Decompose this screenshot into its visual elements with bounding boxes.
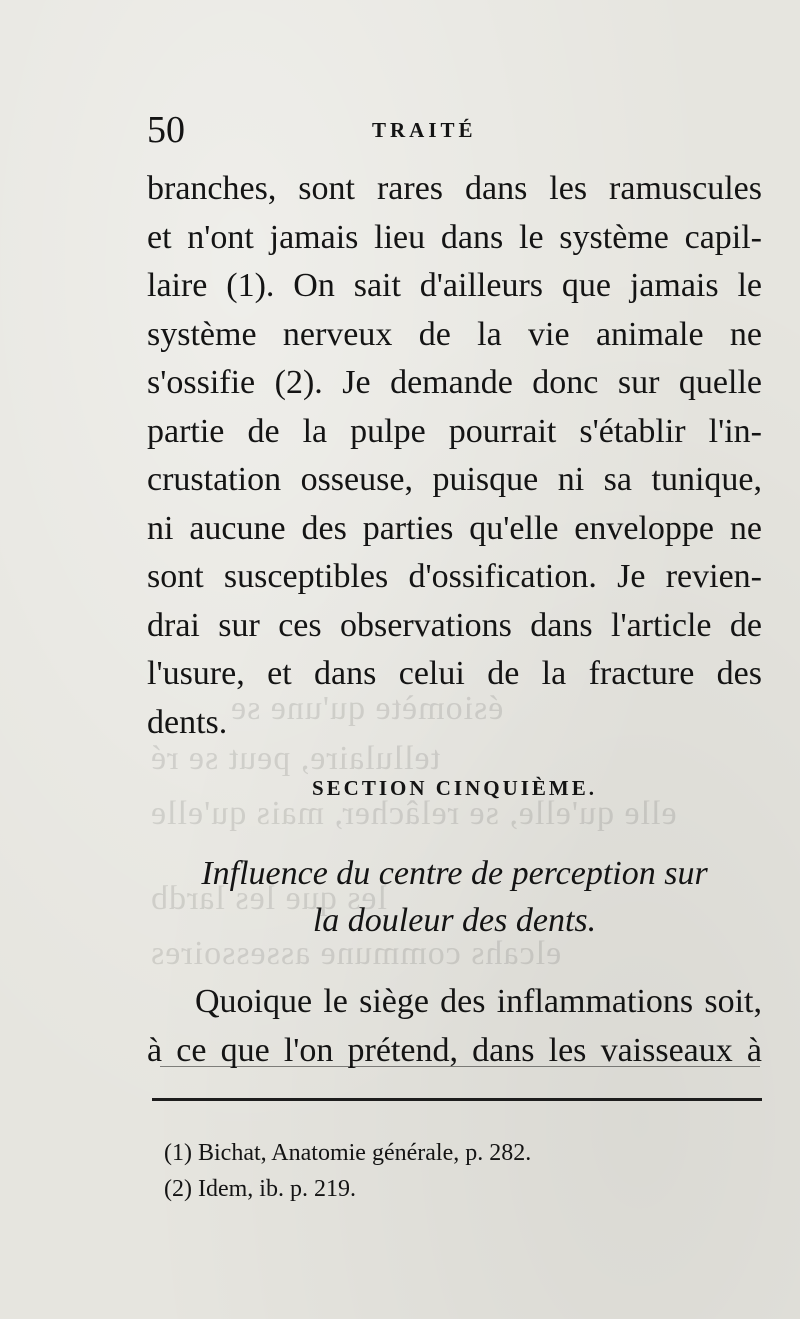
text-line: crustation osseuse, puisque ni sa tunique, bbox=[147, 461, 762, 498]
section-title bbox=[147, 850, 762, 944]
paragraph-1 bbox=[147, 165, 762, 747]
text-line: l'usure, et dans celui de la fracture des bbox=[147, 655, 762, 692]
text-line: système nerveux de la vie animale ne bbox=[147, 315, 762, 353]
show-through-text: tellulaire, peut se ré bbox=[150, 740, 441, 777]
show-through-text: les que les lardb bbox=[150, 880, 387, 917]
footnote: (1) Bichat, Anatomie générale, p. 282. bbox=[164, 1140, 532, 1166]
show-through-text: elle qu'elle, se relâcher, mais qu'elle bbox=[150, 795, 677, 832]
section-heading: SECTION CINQUIÈME. bbox=[311, 776, 598, 800]
pencil-underline bbox=[160, 1066, 760, 1067]
footnote-rule bbox=[152, 1098, 762, 1101]
text-line: Quoique le siège des inflammations soit, bbox=[195, 983, 762, 1020]
text-line: à ce que l'on prétend, dans les vaisseaux à bbox=[147, 1031, 762, 1069]
text-line: sont susceptibles d'ossification. Je revien- bbox=[147, 558, 762, 595]
footnote: (2) Idem, ib. p. 219. bbox=[164, 1176, 356, 1202]
footnotes bbox=[164, 1135, 754, 1207]
section-title-line: Influence du centre de perception sur bbox=[201, 855, 708, 892]
section-title-line: la douleur des dents. bbox=[312, 902, 597, 939]
text-line: ni aucune des parties qu'elle enveloppe ne bbox=[147, 509, 762, 547]
text-line: s'ossifie (2). Je demande donc sur quelle bbox=[147, 364, 762, 401]
running-title: TRAITÉ bbox=[372, 118, 477, 142]
page-header bbox=[147, 108, 757, 152]
show-through-text: elcahs commune assessoires bbox=[150, 935, 562, 972]
text-line: laire (1). On sait d'ailleurs que jamais le bbox=[147, 267, 762, 304]
text-line: branches, sont rares dans les ramuscules bbox=[147, 170, 762, 207]
text-line: et n'ont jamais lieu dans le système capil- bbox=[147, 218, 762, 256]
page-number: 50 bbox=[147, 109, 185, 151]
text-line: partie de la pulpe pourrait s'établir l'in- bbox=[147, 412, 762, 450]
text-line: dents. bbox=[147, 703, 228, 741]
paragraph-2 bbox=[147, 978, 762, 1075]
show-through-text: ésiomète qu'une se bbox=[230, 690, 504, 727]
text-line: drai sur ces observations dans l'article de bbox=[147, 606, 762, 644]
